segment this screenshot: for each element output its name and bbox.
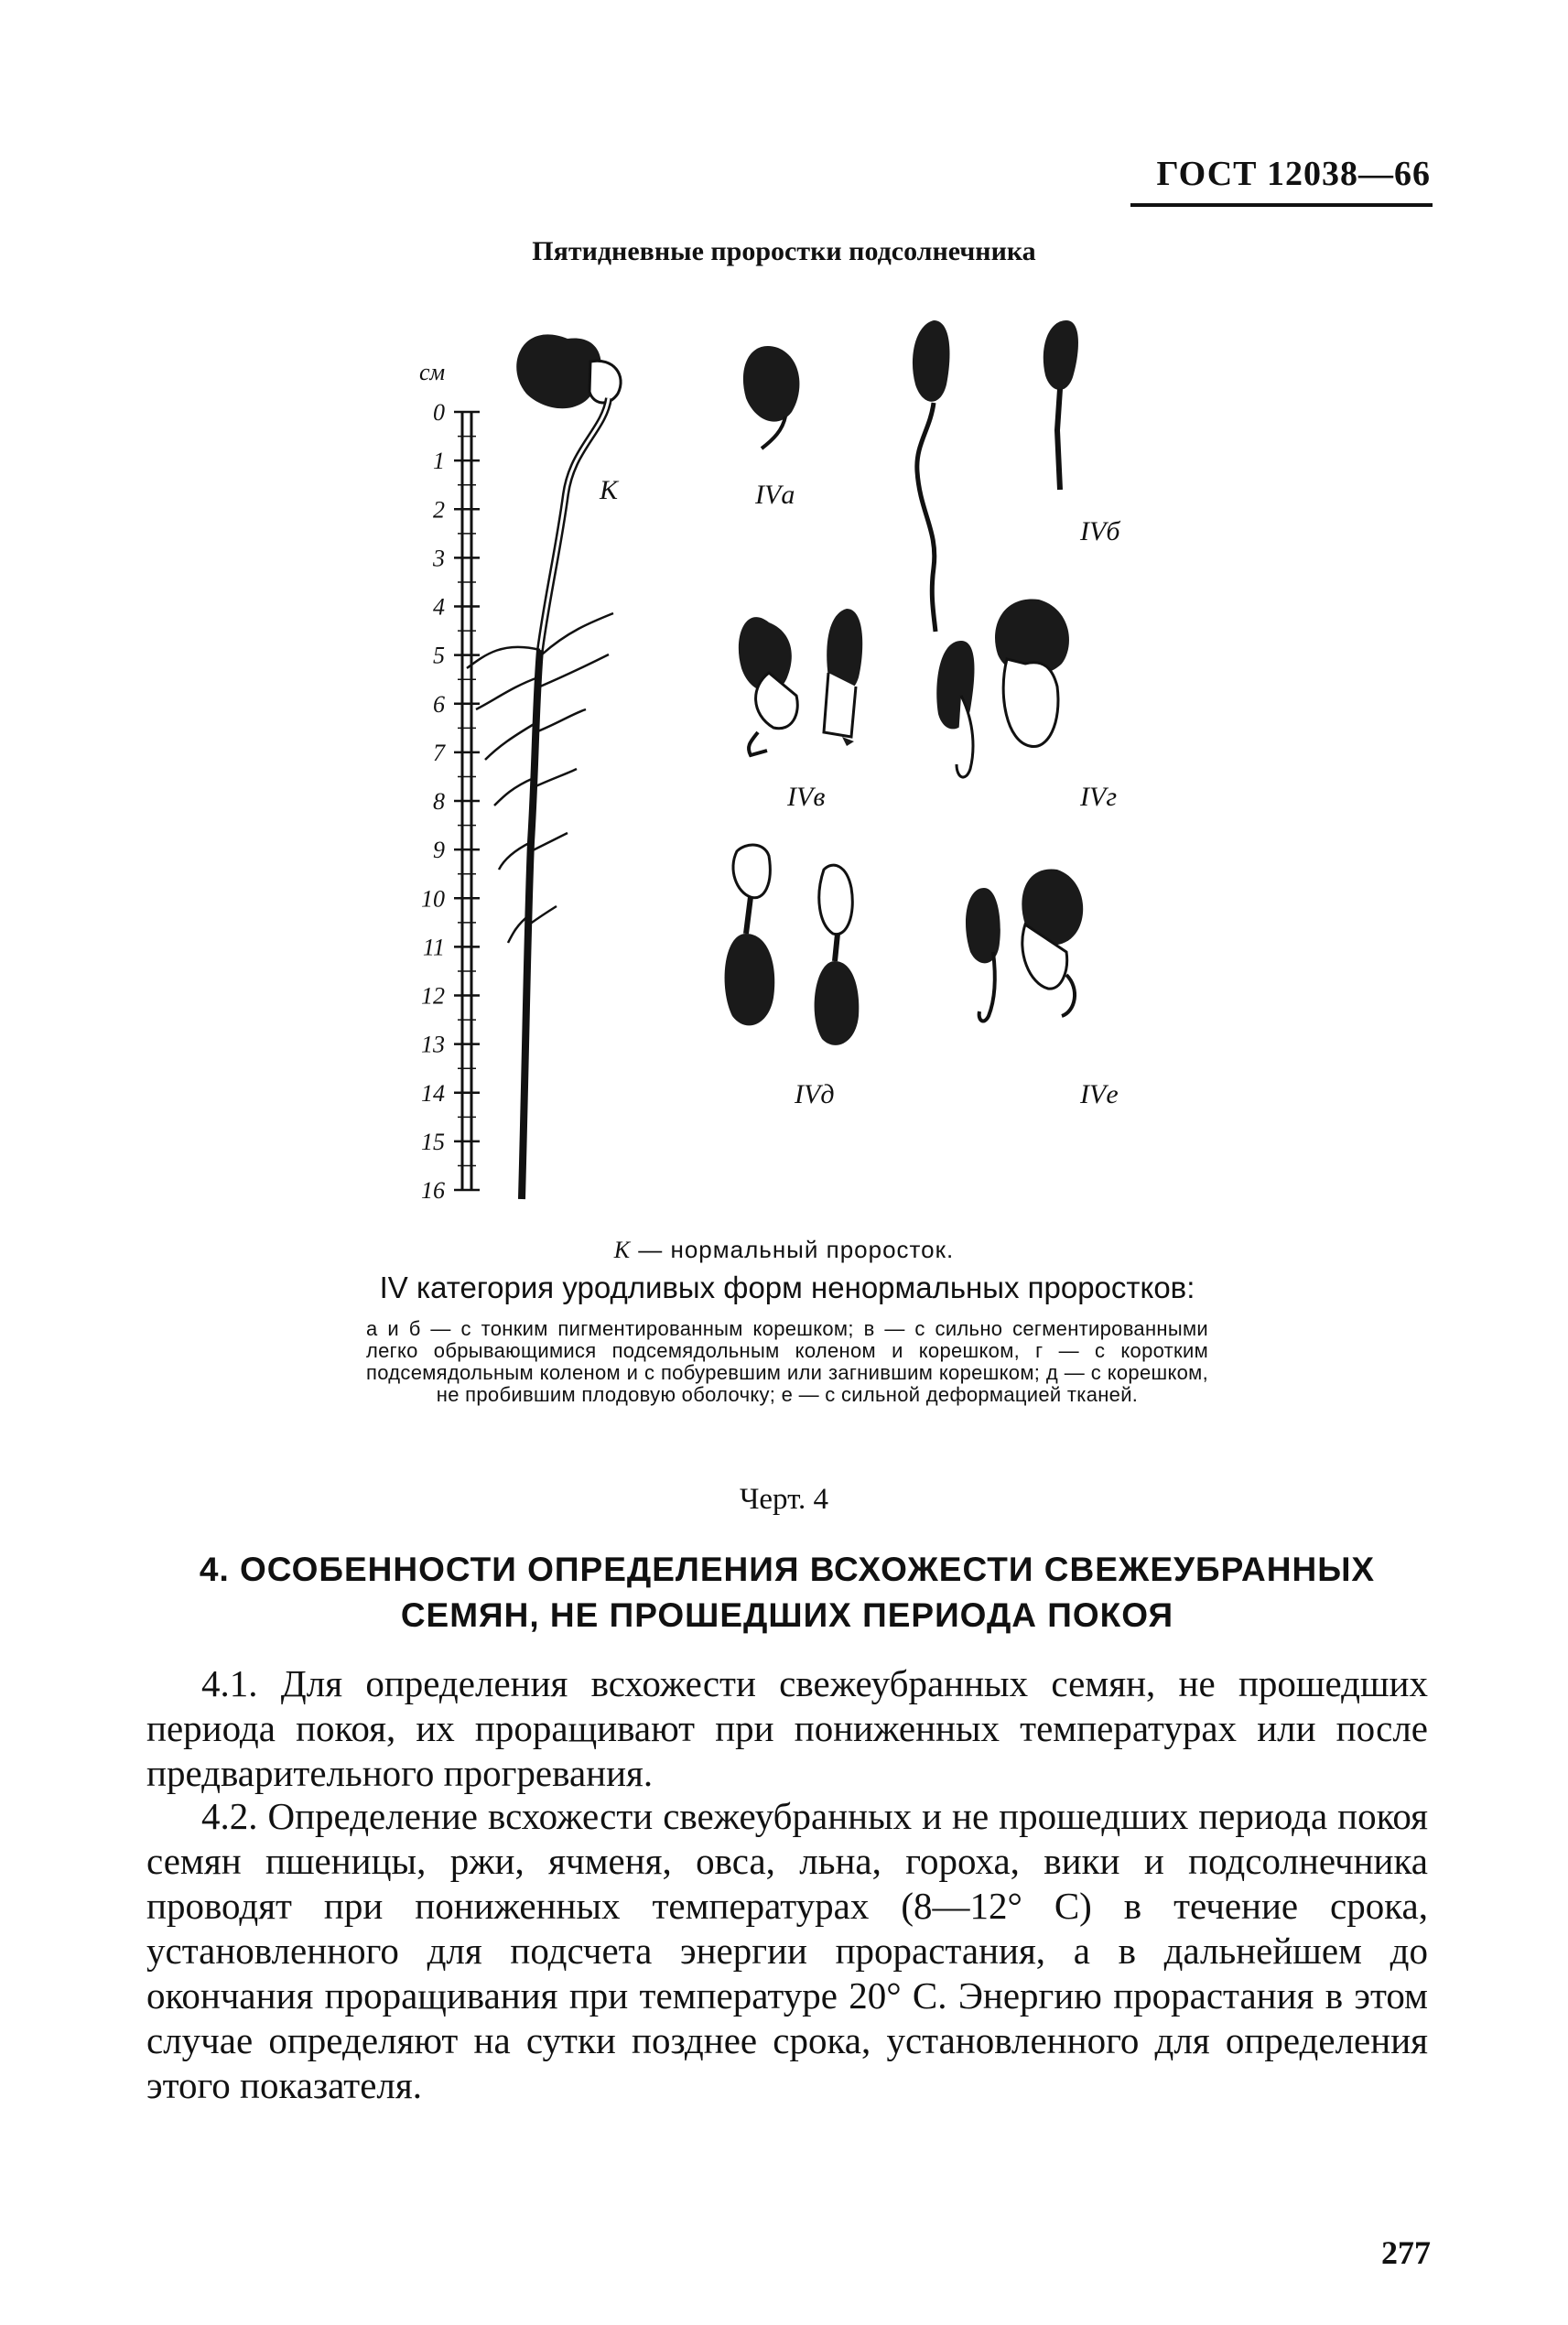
ruler-tick-label: 16: [421, 1177, 445, 1204]
ruler-tick-label: 1: [433, 448, 445, 475]
ruler-tick-label: 2: [433, 496, 445, 524]
label-iv-b: IVб: [1080, 516, 1120, 546]
label-iv-a: IVа: [755, 480, 795, 510]
caption-category: IV категория уродливых форм ненормальных проростков:: [379, 1271, 1195, 1304]
centimeter-ruler: [419, 359, 480, 1204]
ruler-tick-label: 14: [421, 1079, 445, 1107]
normal-seedling: [467, 334, 621, 1199]
figure-title: Пятидневные проростки подсолнечника: [532, 236, 1036, 266]
standard-number: ГОСТ 12038—66: [1156, 155, 1431, 193]
figure-number: Черт. 4: [739, 1483, 829, 1516]
section-heading-line-1: 4. ОСОБЕННОСТИ ОПРЕДЕЛЕНИЯ ВСХОЖЕСТИ СВЕЖЕУБРАННЫХ: [199, 1551, 1376, 1588]
label-normal-seedling: К: [600, 475, 618, 505]
ruler-tick-label: 7: [433, 739, 445, 766]
caption-k-letter: К: [613, 1237, 632, 1263]
caption-normal-seedling: [0, 1236, 1568, 1264]
seedling-iv-e: [966, 870, 1119, 1109]
header-rule: [1130, 203, 1433, 207]
seedling-iv-g: [936, 600, 1117, 812]
ruler-tick-label: 11: [422, 934, 445, 961]
caption-details: а и б — с тонким пигментированным корешком; в — с сильно сегментированными легко обрывающимися подсемядольным коленом и корешком, г — с коротким подсемядольным коленом и с побуревшим или загнившим корешком; д — с корешком, не пробившим плодовую оболочку; е — с сильной деформацией тканей.: [366, 1317, 1208, 1406]
caption-k-text: — нормальный проросток.: [638, 1236, 955, 1263]
ruler-tick-label: 6: [433, 690, 445, 718]
seedling-illustration: [384, 293, 1263, 1227]
ruler-tick-label: 13: [421, 1031, 445, 1058]
ruler-tick-label: 12: [421, 982, 445, 1010]
ruler-tick-label: 15: [421, 1128, 445, 1155]
label-iv-d: IVд: [795, 1079, 835, 1109]
ruler-tick-label: 8: [433, 788, 445, 815]
label-iv-e: IVе: [1080, 1079, 1119, 1109]
seedling-iv-a: [743, 346, 800, 510]
ruler-tick-label: 9: [433, 837, 445, 864]
paragraph-4-2: 4.2. Определение всхожести свежеубранных и не прошедших периода покоя семян пшеницы, ржи, ячменя, овса, льна, гороха, вики и подсолнечника проводят при пониженных температурах (8—12° С) в течение срока, установленного для подсчета энергии прорастания, а в дальнейшем до окончания проращивания при температуре 20° С. Энергию прорастания в этом случае определяют на сутки позднее срока, установленного для определения этого показателя.: [146, 1795, 1428, 2106]
page-number: 277: [1381, 2234, 1431, 2271]
section-heading-line-2: СЕМЯН, НЕ ПРОШЕДШИХ ПЕРИОДА ПОКОЯ: [400, 1596, 1174, 1634]
seedling-iv-b: [913, 320, 1120, 632]
label-iv-g: IVг: [1080, 782, 1118, 812]
label-iv-v: IVв: [787, 782, 826, 812]
ruler-tick-label: 3: [433, 545, 445, 572]
seedling-figure: [384, 293, 1263, 1227]
seedling-iv-v: [739, 609, 862, 812]
ruler-tick-label: 4: [433, 593, 445, 621]
paragraph-4-1: 4.1. Для определения всхожести свежеубранных семян, не прошедших периода покоя, их проращивают при пониженных температурах или после предварительного прогревания.: [146, 1662, 1428, 1794]
ruler-tick-label: 0: [433, 399, 445, 426]
ruler-unit: см: [419, 359, 446, 385]
section-heading: [183, 1547, 1391, 1638]
seedling-iv-d: [725, 845, 860, 1109]
ruler-tick-label: 5: [433, 642, 445, 669]
ruler-tick-label: 10: [421, 885, 445, 913]
